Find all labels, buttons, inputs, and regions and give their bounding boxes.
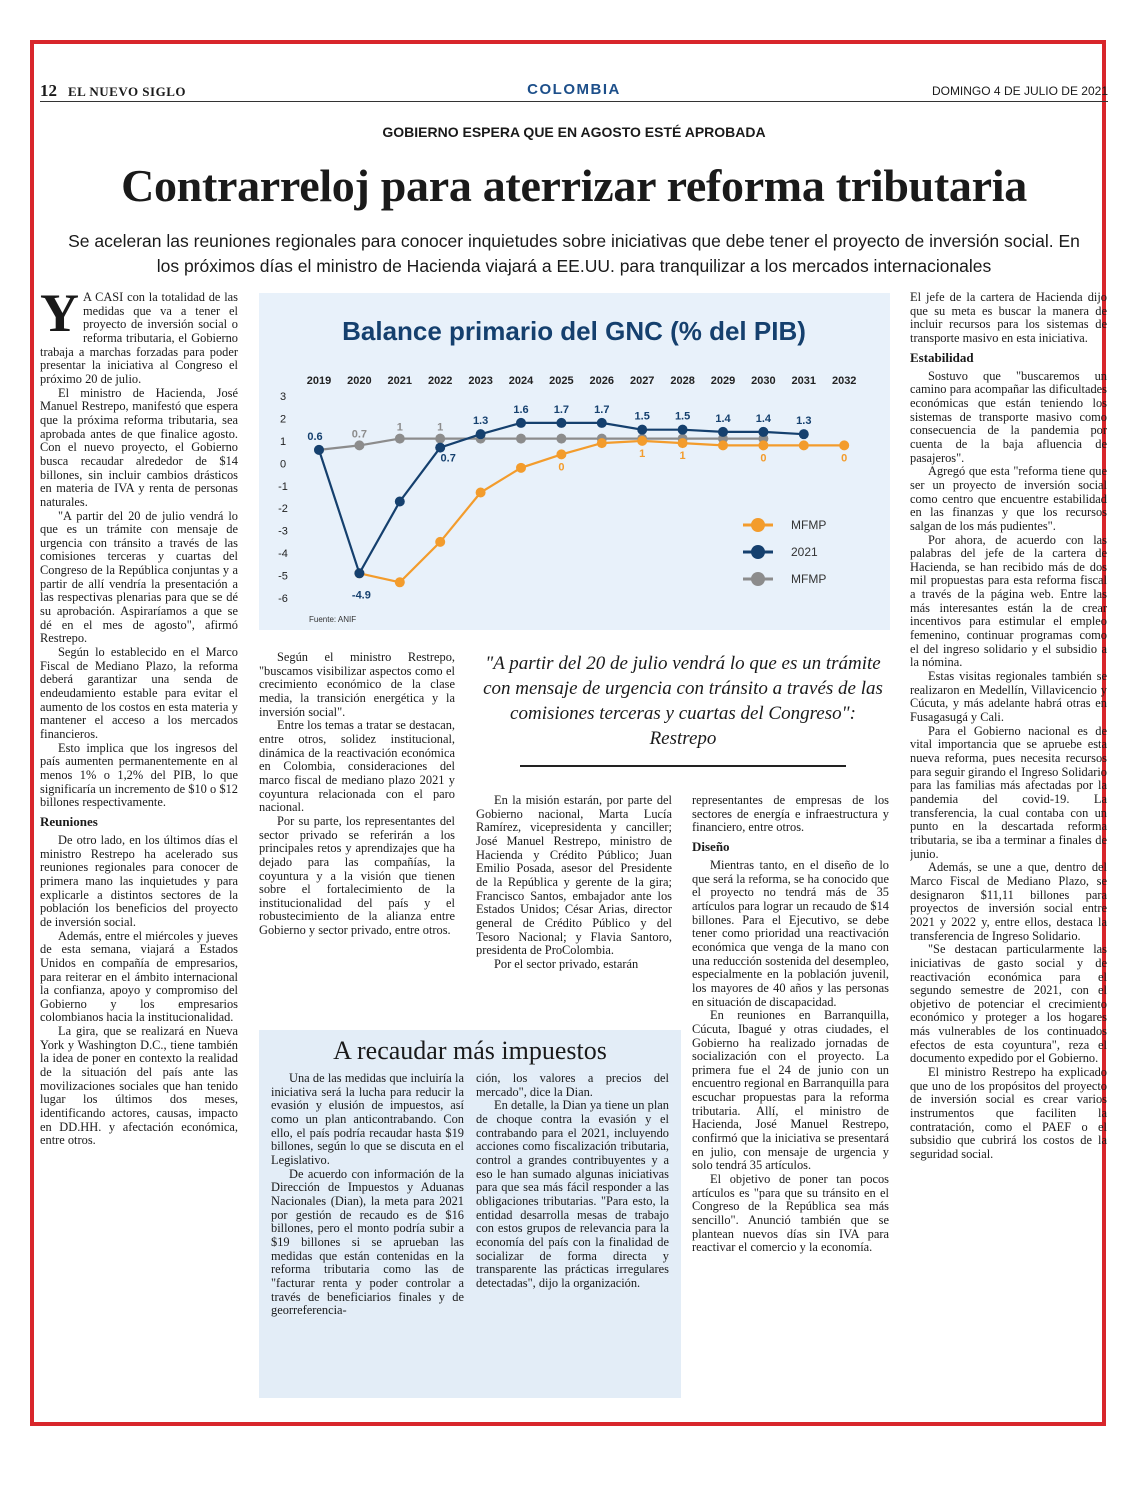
data-point	[516, 418, 526, 428]
legend-label: MFMP	[791, 572, 827, 586]
chart-panel	[259, 293, 890, 630]
legend-marker	[751, 572, 765, 586]
x-tick-label: 2024	[508, 375, 534, 387]
x-tick-label: 2022	[427, 375, 453, 387]
legend-marker	[751, 518, 765, 532]
y-tick-label: -4	[278, 548, 288, 561]
data-label: 1.3	[472, 415, 489, 428]
paragraph: ción, los valores a precios del mercado", dice la Dian.	[476, 1072, 669, 1099]
data-point	[678, 438, 688, 448]
paragraph: La gira, que se realizará en Nueva York y Washington D.C., tiene también la idea de poner en contexto la realidad de la situación del país ante las movilizaciones sociales que han tenido lugar los últimos dos meses, identificando actores, causas, impacto en DD.HH. y afectación económica, entre otros.	[40, 1024, 238, 1148]
paragraph: Por el sector privado, estarán	[494, 956, 639, 971]
data-label: 1.7	[553, 403, 570, 416]
x-tick-label: 2029	[710, 375, 736, 387]
paragraph: Agregó que esta "reforma tiene que ser un proyecto de inversión social como centro que encuentre estabilidad en las finanzas y que los recursos salgan de los más pudientes".	[910, 464, 1107, 533]
data-point	[435, 537, 445, 547]
data-point	[314, 445, 324, 455]
data-point	[758, 440, 768, 450]
header-rule	[40, 101, 1108, 102]
x-tick-label: 2020	[347, 375, 372, 387]
paragraph: En detalle, la Dian ya tiene un plan de choque contra la evasión y el contrabando para el 2021, incluyendo acciones como fiscalización tributaria, control a grandes contribuyentes y a eso le han sumado algunas iniciativas para que sea más fácil responder a las obligaciones tributarias. "Para esto, la entidad desarrolla mesas de trabajo con estos grupos de relevancia para la economía del país con la finalidad de socializar de forma directa y transparente las prácticas irregulares detectadas", dijo la organización.	[476, 1098, 669, 1290]
x-tick-label: 2021	[387, 375, 413, 387]
paragraph: Según lo establecido en el Marco Fiscal de Mediano Plazo, la reforma deberá garantizar una senda de endeudamiento estable para evitar el aumento de los costos en esta materia y mantener el acceso a los mercados financieros.	[40, 645, 238, 741]
data-label: 1.5	[674, 410, 691, 423]
pull-quote: "A partir del 20 de julio vendrá lo que es un trámite con mensaje de urgencia con tránsito a través de las comisiones terceras y cuartas del Congreso": Restrepo	[483, 653, 883, 749]
data-label: 0	[558, 461, 565, 474]
paragraph: "A partir del 20 de julio vendrá lo que es un trámite con mensaje de urgencia con tránsito a través de las comisiones terceras y cuartas del Congreso de la República conjuntas y a partir de allí vendría la presentación a las respectivas plenarias para que se dé su aprobación. Aspiraríamos a que se dé en el mes de agosto", afirmó Restrepo.	[40, 508, 238, 646]
data-point	[718, 427, 728, 437]
x-tick-label: 2019	[306, 375, 332, 387]
newspaper-name: EL NUEVO SIGLO	[68, 84, 186, 99]
data-point	[435, 434, 445, 444]
data-label: 0	[841, 452, 848, 465]
article-deck: Se aceleran las reuniones regionales para conocer inquietudes sobre iniciativas que debe tener el proyecto de inversión social. En los próximos días el ministro de Hacienda viajará a EE.UU. para tranquilizar a los mercados internacionales	[68, 231, 1080, 276]
y-tick-label: -5	[278, 570, 288, 583]
y-tick-label: -6	[278, 593, 288, 605]
legend-label: MFMP	[791, 518, 827, 532]
data-label: 0.7	[440, 452, 456, 465]
subheading-reuniones: Reuniones	[40, 813, 98, 829]
data-label: 1	[639, 447, 646, 460]
data-point	[637, 436, 647, 446]
paragraph: El jefe de la cartera de Hacienda dijo que su meta es buscar la manera de incluir recursos para los sistemas de transporte masivo en esta iniciativa.	[910, 291, 1107, 345]
data-label: 1	[396, 421, 403, 434]
data-point	[799, 429, 809, 439]
x-tick-label: 2026	[589, 375, 615, 387]
paragraph: Mientras tanto, en el diseño de lo que será la reforma, se ha conocido que el proyecto no tendrá más de 35 artículos para lograr un recaudo de $14 billones. Para el Ejecutivo, se debe tener como prioridad una reactivación económica que venga de la mano con una reducción sostenida del desempleo, especialmente en la población juvenil, los mayores de 40 años y las personas en situación de discapacidad.	[692, 857, 889, 1009]
paragraph: Para el Gobierno nacional es de vital importancia que se apruebe esta nueva reforma, pues necesita recursos para seguir girando el Ingreso Solidario para las familias más afectadas por la pandemia del covid-19. La transferencia, la cual contaba con un punto en la descartada reforma tributaria, se iba a terminar a finales de junio.	[910, 723, 1107, 861]
data-point	[839, 440, 849, 450]
y-tick-label: -1	[278, 480, 288, 493]
y-tick-label: 0	[279, 458, 287, 471]
sidebar-column-left	[271, 1072, 464, 1394]
article-column-4	[692, 794, 889, 1404]
data-label: 1.3	[796, 415, 812, 428]
data-label: -4.9	[351, 589, 371, 602]
chart-source: Fuente: ANIF	[309, 615, 357, 624]
legend-marker	[751, 545, 765, 559]
section-name: COLOMBIA	[527, 81, 621, 98]
subheading-diseno: Diseño	[692, 838, 730, 854]
data-point	[556, 434, 566, 444]
data-point	[556, 418, 566, 428]
paragraph: Según el ministro Restrepo, "buscamos visibilizar aspectos como el crecimiento económico de la clase media, la transición energética y la inversión social".	[259, 651, 455, 719]
data-point	[395, 434, 405, 444]
issue-date: DOMINGO 4 DE JULIO DE 2021	[931, 84, 1108, 98]
paragraph: Además, se une a que, dentro del Marco Fiscal de Mediano Plazo, se designaron $11,11 billones para proyectos de inversión social entre 2021 y 2022 y, entre ellos, destaca la transferencia de Ingreso Solidario.	[910, 860, 1107, 943]
article-column-2	[259, 651, 455, 1015]
y-tick-label: -3	[278, 525, 288, 538]
paragraph: Esto implica que los ingresos del país aumenten permanentemente en al menos 1% o 1,2% del PIB, lo que significaría un incremento de $10 o $12 billones respectivamente.	[40, 740, 238, 810]
data-point	[718, 440, 728, 450]
data-label: 1.7	[594, 403, 610, 416]
legend-label: 2021	[791, 545, 818, 559]
data-point	[476, 429, 486, 439]
paragraph: Sostuvo que "buscaremos un camino para acompañar las dificultades económicas que están teniendo los sistemas de transporte masivo como consecuencia de la pandemia por cuenta de la baja afluencia de pasajeros".	[910, 368, 1107, 465]
article-kicker: GOBIERNO ESPERA QUE EN AGOSTO ESTÉ APROBADA	[382, 124, 766, 140]
paragraph: Una de las medidas que incluiría la iniciativa será la lucha para reducir la evasión y elusión de impuestos, así como un plan anticontrabando. Con ello, el país podría recaudar hasta $19 billones, según lo que se discuta en el Legislativo.	[271, 1072, 464, 1167]
paragraph: A CASI con la totalidad de las medidas que va a tener el proyecto de inversión social o reforma tributaria, el Gobierno trabaja a marchas forzadas para poder presentar la iniciativa al Congreso el próximo 20 de julio.	[40, 291, 238, 386]
paragraph: El ministro Restrepo ha explicado que uno de los propósitos del proyecto de inversión social es crear varios instrumentos que faciliten la contratación, como el PAEF o el subsidio que cubrirá los costos de la seguridad social.	[910, 1065, 1107, 1162]
data-label: 1	[437, 421, 444, 434]
x-tick-label: 2028	[670, 375, 695, 387]
article-column-3	[476, 794, 672, 1019]
data-label: 0	[760, 452, 767, 465]
paragraph: En reuniones en Barranquilla, Cúcuta, Ibagué y otras ciudades, el Gobierno ha realizado jornadas de socialización con el proyecto. La primera fue el 24 de junio con un encuentro regional en Barranquilla para escuchar propuestas para la reforma tributaria. Allí, el ministro de Hacienda, José Manuel Restrepo, confirmó que la iniciativa se presentará en julio, con mensaje de urgencia y solo tendrá 35 artículos.	[692, 1008, 889, 1173]
paragraph: El ministro de Hacienda, José Manuel Restrepo, manifestó que espera que la próxima reforma tributaria, sea aprobada antes de que finalice agosto. Con el nuevo proyecto, el Gobierno busca recaudar alrededor de $14 billones, sin incluir cambios drásticos en materia de IVA y renta de personas naturales.	[40, 385, 238, 509]
y-tick-label: 1	[279, 435, 287, 448]
page-header	[40, 81, 1108, 103]
sidebar-box	[259, 1030, 681, 1398]
data-point	[556, 449, 566, 459]
x-tick-label: 2027	[629, 375, 655, 387]
data-point	[516, 434, 526, 444]
data-point	[516, 463, 526, 473]
data-point	[597, 418, 607, 428]
drop-cap: Y	[40, 291, 79, 343]
paragraph: Además, entre el miércoles y jueves de esta semana, viajará a Estados Unidos en compañía de empresarios, para reiterar en el ámbito internacional la confianza, apoyo y compromiso del Gobierno y los empresarios colombianos hacia la institucionalidad.	[40, 928, 238, 1025]
data-point	[354, 568, 364, 578]
article-column-1	[40, 291, 238, 1403]
data-point	[678, 425, 688, 435]
article-column-5	[910, 291, 1107, 1403]
data-point	[354, 440, 364, 450]
paragraph: De otro lado, en los últimos días el ministro Restrepo ha acelerado sus reuniones regionales para conocer de primera mano las inquietudes y para explicarle a distintos sectores de la población los beneficios del proyecto de inversión social.	[40, 832, 238, 929]
quote-rule	[520, 765, 846, 767]
paragraph: Estas visitas regionales también se realizaron en Medellín, Villavicencio y Cúcuta, y más adelante habrá otras en Fusagasugá y Cali.	[910, 669, 1107, 725]
y-tick-label: -2	[278, 503, 288, 516]
paragraph: El objetivo de poner tan pocos artículos es "para que su tránsito en el Congreso de la República sea más sencillo". Anunció también que se plantean nuevos días sin IVA para reactivar el comercio y la economía.	[692, 1172, 889, 1255]
data-label: 1.6	[513, 403, 529, 416]
y-tick-label: 2	[279, 413, 287, 426]
x-tick-label: 2023	[468, 375, 493, 387]
data-point	[637, 425, 647, 435]
sidebar-column-right	[476, 1072, 669, 1394]
paragraph: Por su parte, los representantes del sector privado se referirán a los principales retos y aprendizajes que ha dejado para las compañías, la coyuntura y a la visión que tienen sobre el fortalecimiento de la institucionalidad del país y el robustecimiento de la alianza entre Gobierno y sector privado, entre otros.	[259, 813, 455, 938]
data-point	[597, 438, 607, 448]
paragraph: representantes de empresas de los sectores de energía e infraestructura y financiero, entre otros.	[692, 794, 889, 835]
paragraph: "Se destacan particularmente las iniciativas de gasto social y de reactivación económica para el segundo semestre de 2021, con el objetivo de potenciar el crecimiento económico y proteger a los hogares más vulnerables de los continuados efectos de esta coyuntura", reza el documento expedido por el Gobierno.	[910, 942, 1107, 1066]
subheading-estabilidad: Estabilidad	[910, 349, 974, 365]
x-tick-label: 2030	[751, 375, 776, 387]
page-number: 12	[40, 81, 57, 100]
data-point	[435, 443, 445, 453]
data-label: 0.6	[307, 430, 323, 443]
series-line	[359, 441, 844, 582]
data-label: 1.5	[634, 410, 650, 423]
x-tick-label: 2031	[791, 375, 817, 387]
paragraph: En la misión estarán, por parte del Gobierno nacional, Marta Lucía Ramírez, vicepresidenta y canciller; José Manuel Restrepo, ministro de Hacienda y Crédito Público; Juan Emilio Posada, asesor del Presidente de la República y gerente de la gira; Francisco Santos, embajador ante los Estados Unidos; César Arias, director general de Crédito Público y del Tesoro Nacional; y Flavia Santoro, presidenta de ProColombia.	[476, 794, 672, 958]
sidebar-title: A recaudar más impuestos	[333, 1036, 607, 1065]
data-point	[476, 488, 486, 498]
x-tick-label: 2025	[549, 375, 574, 387]
x-tick-label: 2032	[831, 375, 857, 387]
paragraph: Por ahora, de acuerdo con las palabras del jefe de la cartera de Hacienda, se han recibido más de dos mil propuestas para esta reforma fiscal a través de la página web. Entre las más interesantes están la de crear incentivos para estimular el empleo femenino, continuar programas como el del ingreso solidario y el subsidio a la nómina.	[910, 532, 1107, 670]
data-point	[758, 427, 768, 437]
paragraph: Entre los temas a tratar se destacan, entre otros, solidez institucional, dinámica de la reactivación económica en Colombia, consideraciones del marco fiscal de mediano plazo 2021 y coyuntura relacionada con el paro nacional.	[259, 718, 455, 815]
article-headline: Contrarreloj para aterrizar reforma tributaria	[121, 160, 1027, 211]
data-point	[799, 440, 809, 450]
data-label: 1.4	[755, 412, 772, 425]
data-point	[395, 577, 405, 587]
paragraph: De acuerdo con información de la Dirección de Impuestos y Aduanas Nacionales (Dian), la meta para 2021 por gestión de recaudo es de $16 billones, pero el monto podría subir a $19 billones si se aprueban las medidas que están contenidas en la reforma tributaria como las de "facturar renta y poder controlar a través de beneficiarios finales y de georreferencia-	[271, 1166, 464, 1318]
chart-title: Balance primario del GNC (% del PIB)	[342, 316, 806, 346]
data-label: 1.4	[715, 412, 731, 425]
data-label: 1	[679, 450, 686, 463]
data-point	[395, 496, 405, 506]
data-label: 0.7	[351, 428, 368, 441]
chart	[259, 293, 890, 630]
y-tick-label: 3	[279, 391, 287, 403]
